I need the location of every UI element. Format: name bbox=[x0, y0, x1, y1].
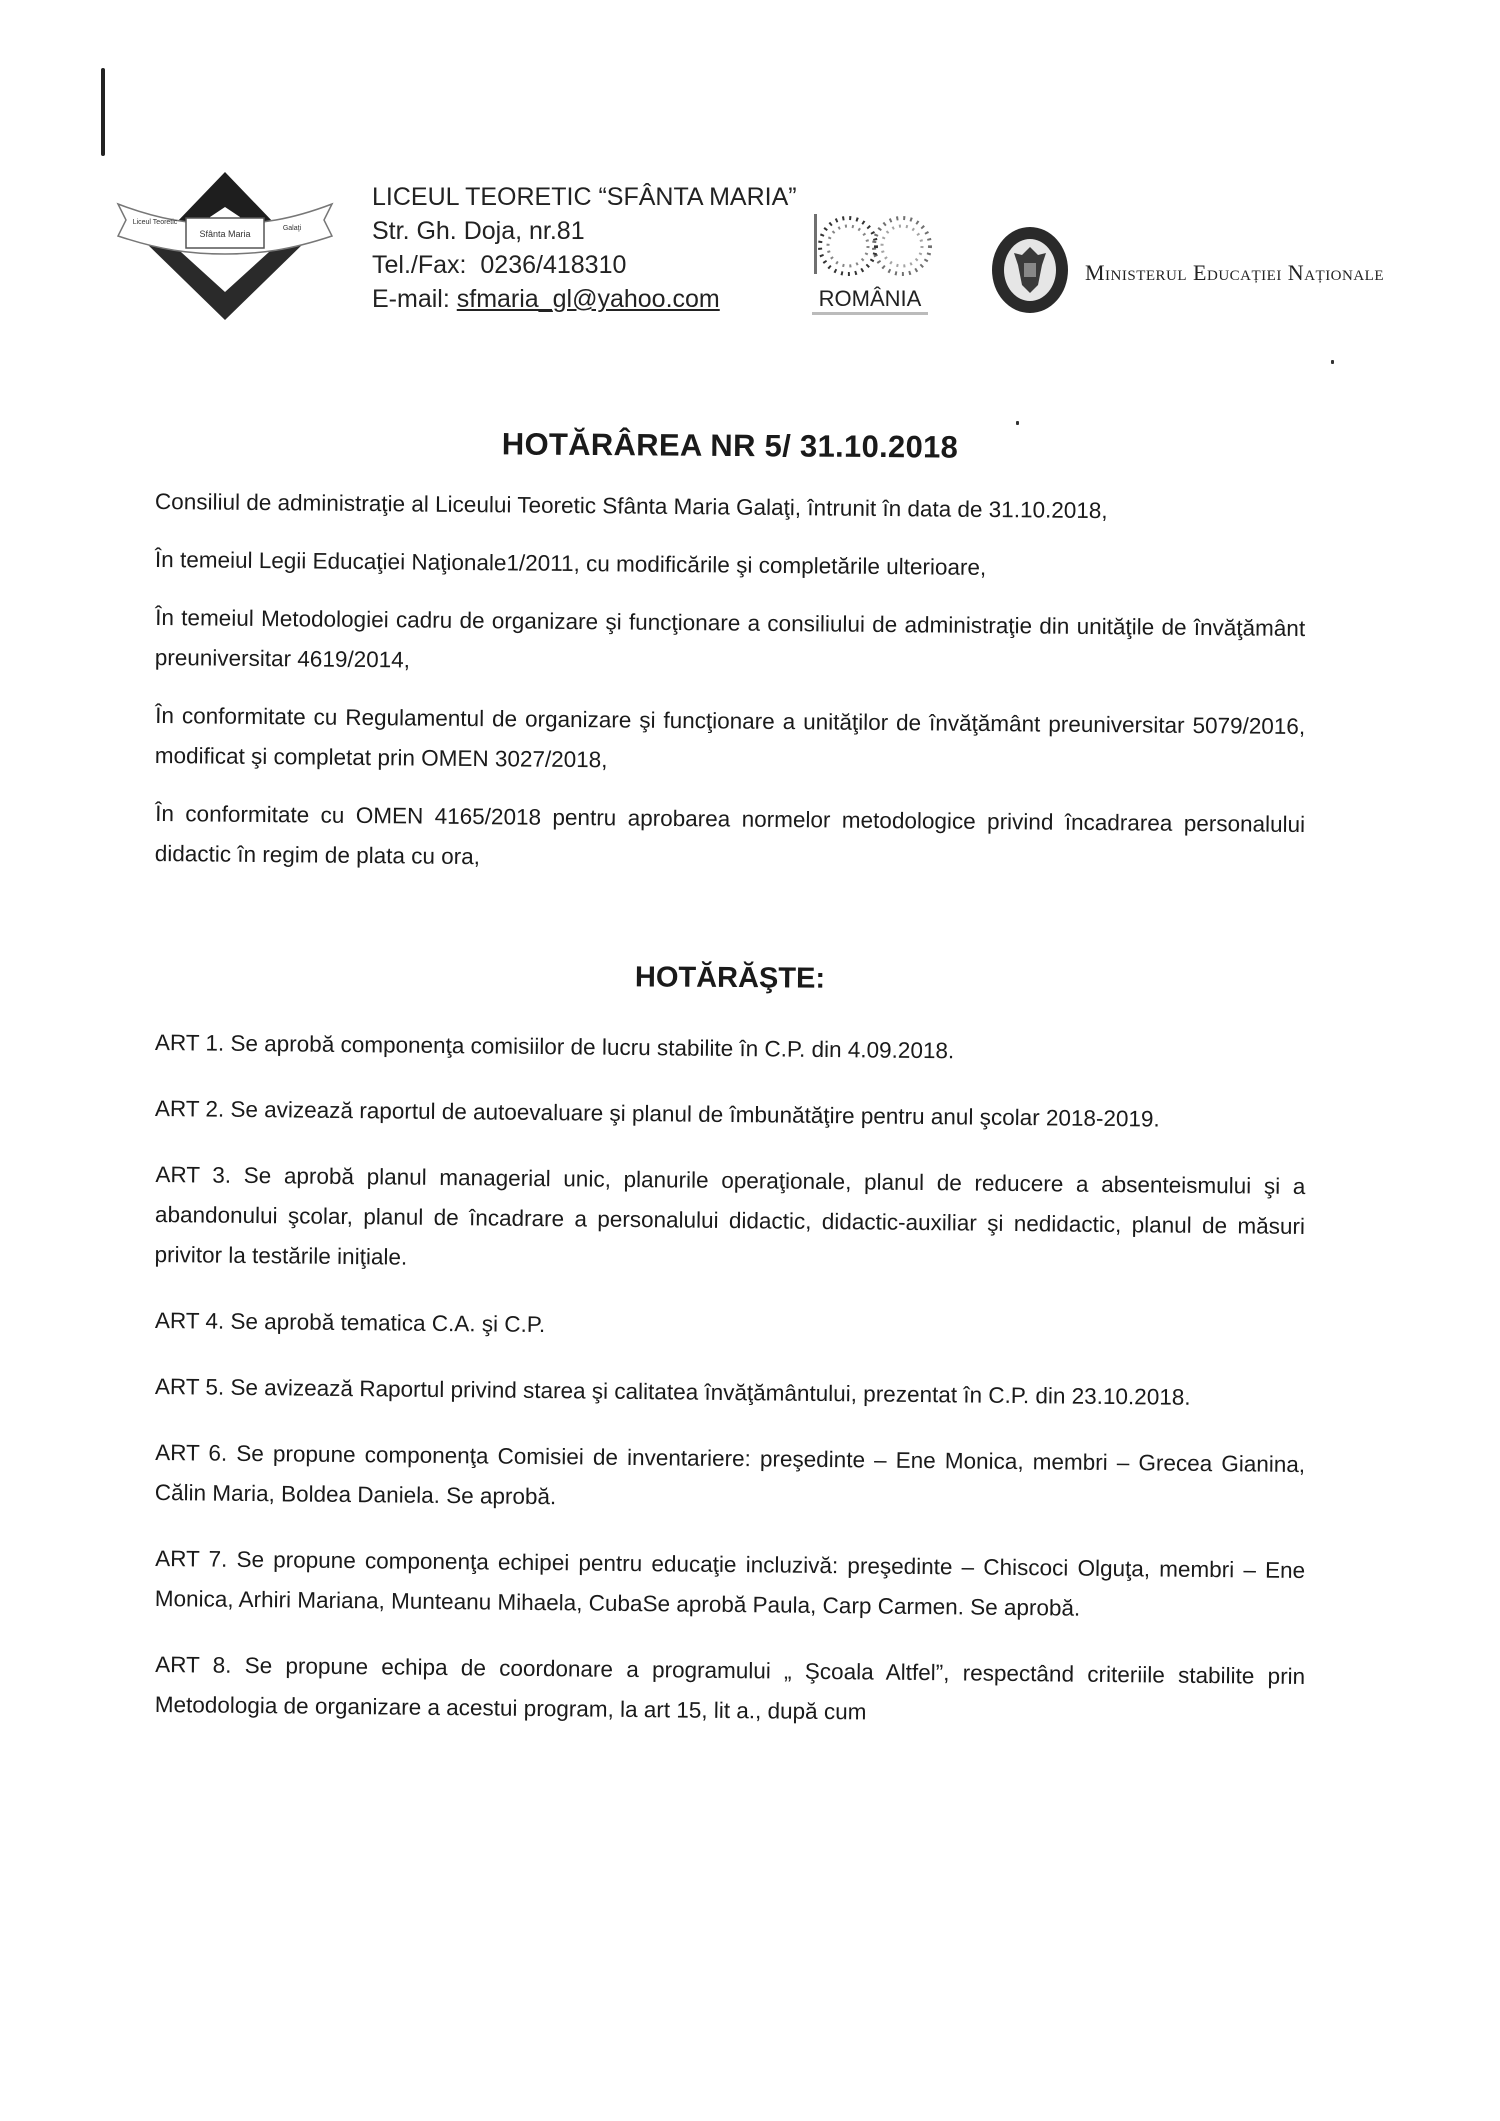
school-phone bbox=[372, 248, 797, 282]
school-logo-icon bbox=[110, 162, 340, 322]
article-8: ART 8. Se propune echipa de coordonare a programului „ Şcoala Altfel”, respectând criteriile stabilite prin Metodologia de organizare a acestui program, la art 15, lit a., după cum bbox=[154, 1652, 1306, 1725]
article-4: ART 4. Se aprobă tematica C.A. şi C.P. bbox=[154, 1308, 546, 1338]
logo-center-text: Sfânta Maria bbox=[199, 229, 251, 239]
decides-heading: HOTĂRĂŞTE: bbox=[634, 961, 826, 995]
phone-value: 0236/418310 bbox=[480, 251, 627, 279]
article-6: ART 6. Se propune componenţa Comisiei de inventariere: preşedinte – Ene Monica, membri – Grecea Gianina, Călin Maria, Boldea Daniela. Se aprobă. bbox=[154, 1440, 1306, 1510]
preamble-paragraph: În temeiul Metodologiei cadru de organizare şi funcţionare a consiliului de administraţie din unităţile de învăţământ preuniversitar 4619/2014, bbox=[154, 605, 1306, 673]
letterhead bbox=[110, 150, 1450, 330]
logo-right-text: Galaţi bbox=[282, 225, 302, 232]
document-body bbox=[155, 420, 1305, 1751]
preamble-paragraph: În conformitate cu OMEN 4165/2018 pentru aprobarea normelor metodologice privind încadrarea personalului didactic în regim de plata cu ora, bbox=[154, 801, 1306, 870]
email-link[interactable]: sfmaria_gl@yahoo.com bbox=[456, 285, 720, 313]
scan-speck bbox=[1331, 360, 1334, 364]
phone-label: Tel./Fax: bbox=[372, 251, 467, 279]
school-name: LICEUL TEORETIC “SFÂNTA MARIA” bbox=[372, 183, 797, 211]
ministry-name: Ministerul Educației Naționale bbox=[1085, 260, 1385, 285]
romania-100-logo-icon bbox=[800, 210, 940, 322]
preamble-paragraph: Consiliul de administraţie al Liceului Teoretic Sfânta Maria Galaţi, întrunit în data de 31.10.2018, bbox=[154, 489, 1108, 524]
preamble-paragraph: În temeiul Legii Educaţiei Naţionale1/2011, cu modificările şi completările ulterioare, bbox=[154, 547, 987, 580]
preamble-paragraph: În conformitate cu Regulamentul de organizare şi funcţionare a unităţilor de învăţământ preuniversitar 5079/2016, modificat şi completat prin OMEN 3027/2018, bbox=[154, 703, 1306, 773]
logo-left-text: Liceul Teoretic bbox=[132, 219, 178, 226]
school-address: Str. Gh. Doja, nr.81 bbox=[372, 217, 585, 245]
government-seal-icon bbox=[990, 225, 1070, 315]
article-2: ART 2. Se avizează raportul de autoevaluare şi planul de îmbunătăţire pentru anul şcolar 2018-2019. bbox=[154, 1096, 1160, 1132]
school-contact-block bbox=[372, 180, 797, 316]
email-label: E-mail: bbox=[372, 285, 450, 313]
article-3: ART 3. Se aprobă planul managerial unic, planurile operaţionale, planul de reducere a absenteismului şi a abandonului şcolar, planul de încadrare a personalului didactic, didactic-auxiliar şi nedidactic, planul de măsuri privitor la testările iniţiale. bbox=[154, 1162, 1306, 1270]
decision-title: HOTĂRÂREA NR 5/ 31.10.2018 bbox=[501, 426, 959, 465]
school-email bbox=[372, 282, 797, 316]
romania-label: ROMÂNIA bbox=[818, 286, 922, 311]
article-7: ART 7. Se propune componenţa echipei pentru educaţie incluzivă: preşedinte – Chiscoci Olguţa, membri – Ene Monica, Arhiri Mariana, Munteanu Mihaela, CubaSe aprobă Paula, Carp Carmen. Se aprobă. bbox=[154, 1546, 1306, 1621]
scan-margin-mark bbox=[101, 68, 105, 156]
article-5: ART 5. Se avizează Raportul privind starea şi calitatea învăţământului, prezentat în C.P. din 23.10.2018. bbox=[154, 1374, 1191, 1410]
article-1: ART 1. Se aprobă componenţa comisiilor de lucru stabilite în C.P. din 4.09.2018. bbox=[154, 1030, 955, 1064]
